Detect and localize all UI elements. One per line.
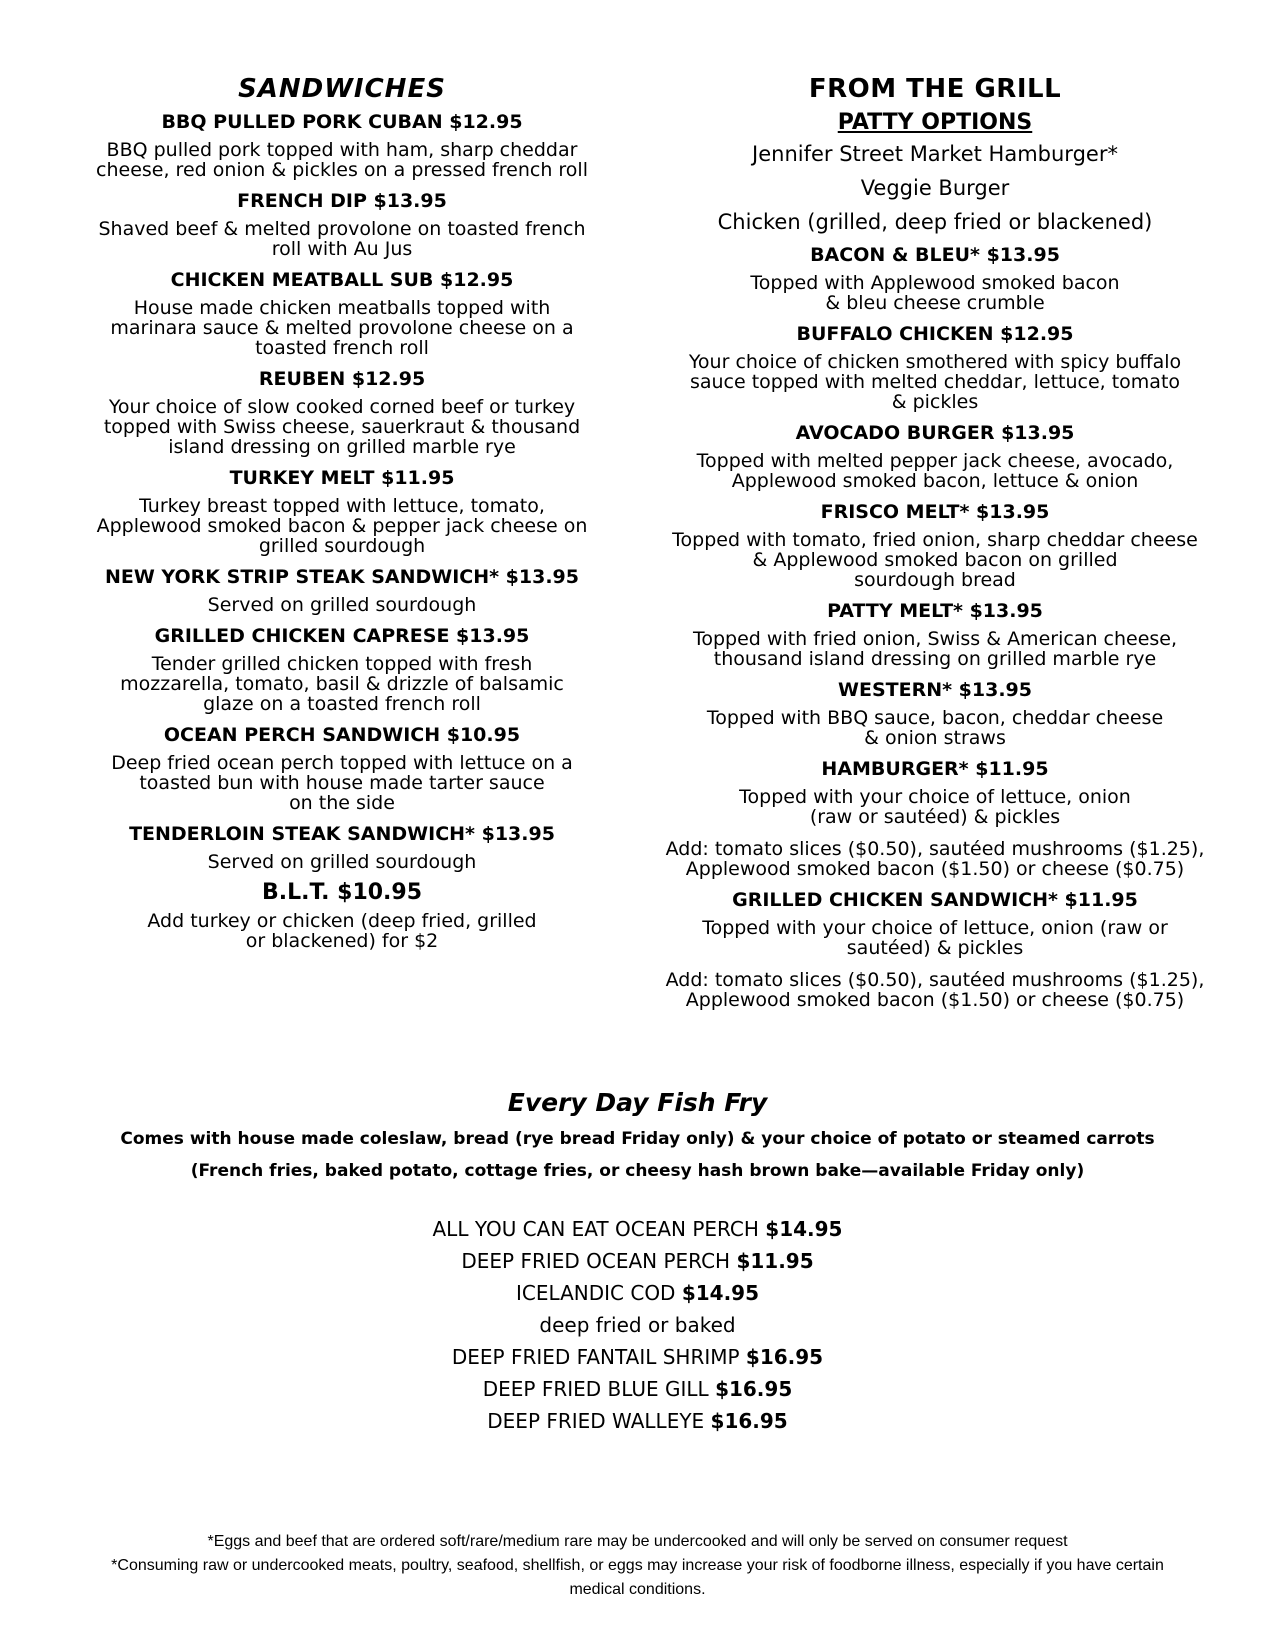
menu-item-title: BBQ PULLED PORK CUBAN $12.95 bbox=[161, 111, 523, 133]
fish-fry-item-name: ICELANDIC COD bbox=[515, 1281, 682, 1305]
menu-item bbox=[640, 322, 1230, 412]
menu-item bbox=[52, 881, 632, 951]
menu-item-description: Topped with melted pepper jack cheese, avocado, Applewood smoked bacon, lettuce & onion bbox=[696, 450, 1174, 492]
menu-item-description: Topped with tomato, fried onion, sharp cheddar cheese & Applewood smoked bacon on grilled sourdough bread bbox=[672, 529, 1198, 591]
patty-option: Chicken (grilled, deep fried or blackened) bbox=[717, 210, 1153, 234]
menu-item bbox=[640, 757, 1230, 879]
patty-options-heading: PATTY OPTIONS bbox=[837, 110, 1033, 135]
fish-fry-item bbox=[0, 1341, 1275, 1373]
menu-item-title: PATTY MELT* $13.95 bbox=[827, 600, 1043, 622]
disclaimer bbox=[0, 1530, 1275, 1602]
disclaimer-line: *Eggs and beef that are ordered soft/rare/medium rare may be undercooked and will only be served on consumer request bbox=[207, 1533, 1068, 1550]
menu-item-title: BUFFALO CHICKEN $12.95 bbox=[796, 323, 1074, 345]
menu-item-addons: Add: tomato slices ($0.50), sautéed mushrooms ($1.25), Applewood smoked bacon ($1.50) or cheese ($0.75) bbox=[665, 838, 1205, 880]
grill-list bbox=[640, 243, 1230, 1010]
menu-item-description: Served on grilled sourdough bbox=[207, 594, 477, 616]
patty-option: Veggie Burger bbox=[860, 176, 1010, 200]
menu-item-title: B.L.T. $10.95 bbox=[261, 880, 423, 905]
menu-item-title: GRILLED CHICKEN CAPRESE $13.95 bbox=[154, 625, 530, 647]
fish-fry-item-name: DEEP FRIED OCEAN PERCH bbox=[461, 1249, 737, 1273]
menu-item-title: REUBEN $12.95 bbox=[258, 368, 426, 390]
menu-item-title: FRISCO MELT* $13.95 bbox=[820, 501, 1050, 523]
menu-item-description: Topped with Applewood smoked bacon & bleu cheese crumble bbox=[750, 272, 1120, 314]
fish-fry-item-name: DEEP FRIED WALLEYE bbox=[487, 1409, 711, 1433]
disclaimer-line: medical conditions. bbox=[569, 1581, 706, 1598]
menu-item-title: NEW YORK STRIP STEAK SANDWICH* $13.95 bbox=[104, 566, 579, 588]
menu-item bbox=[640, 678, 1230, 748]
grill-title: FROM THE GRILL bbox=[808, 74, 1062, 104]
menu-item bbox=[52, 268, 632, 358]
fish-fry-item bbox=[0, 1213, 1275, 1245]
menu-item-addons: Add: tomato slices ($0.50), sautéed mushrooms ($1.25), Applewood smoked bacon ($1.50) or cheese ($0.75) bbox=[665, 969, 1205, 1011]
menu-item bbox=[640, 599, 1230, 669]
menu-item-description: Tender grilled chicken topped with fresh mozzarella, tomato, basil & drizzle of balsamic glaze on a toasted french roll bbox=[120, 653, 564, 715]
fish-fry-item bbox=[0, 1309, 1275, 1341]
fish-fry-subtitle: Comes with house made coleslaw, bread (rye bread Friday only) & your choice of potato or steamed carrots bbox=[120, 1129, 1155, 1149]
menu-item-description: Topped with your choice of lettuce, onion (raw or sautéed) & pickles bbox=[739, 786, 1131, 828]
menu-item bbox=[52, 189, 632, 259]
menu-item bbox=[640, 243, 1230, 313]
patty-option: Jennifer Street Market Hamburger* bbox=[752, 142, 1118, 166]
fish-fry-item-price: $16.95 bbox=[710, 1409, 788, 1433]
menu-item-description: Turkey breast topped with lettuce, tomato, Applewood smoked bacon & pepper jack cheese on grilled sourdough bbox=[96, 495, 588, 557]
menu-item-description: Topped with your choice of lettuce, onion (raw or sautéed) & pickles bbox=[702, 917, 1168, 959]
fish-fry-item-price: $11.95 bbox=[736, 1249, 814, 1273]
menu-item-title: TURKEY MELT $11.95 bbox=[229, 467, 455, 489]
menu-item bbox=[640, 888, 1230, 1010]
sandwich-list bbox=[52, 110, 632, 951]
menu-item bbox=[52, 624, 632, 714]
menu-item-title: FRENCH DIP $13.95 bbox=[237, 190, 447, 212]
fish-fry-item bbox=[0, 1405, 1275, 1437]
menu-item bbox=[52, 110, 632, 180]
menu-item-title: TENDERLOIN STEAK SANDWICH* $13.95 bbox=[129, 823, 555, 845]
menu-item bbox=[52, 565, 632, 615]
menu-item-description: Your choice of slow cooked corned beef or turkey topped with Swiss cheese, sauerkraut & thousand island dressing on grilled marble rye bbox=[103, 396, 581, 458]
menu-item-description: Your choice of chicken smothered with spicy buffalo sauce topped with melted cheddar, lettuce, tomato & pickles bbox=[688, 351, 1182, 413]
fish-fry-section bbox=[0, 1088, 1275, 1437]
fish-fry-item-name: DEEP FRIED FANTAIL SHRIMP bbox=[451, 1345, 746, 1369]
fish-fry-item-price: $16.95 bbox=[745, 1345, 824, 1369]
grill-section bbox=[640, 74, 1230, 1019]
fish-fry-item-name: deep fried or baked bbox=[539, 1313, 736, 1337]
menu-item-description: Shaved beef & melted provolone on toasted french roll with Au Jus bbox=[98, 218, 586, 260]
menu-item-title: WESTERN* $13.95 bbox=[838, 679, 1032, 701]
menu-item-title: BACON & BLEU* $13.95 bbox=[810, 244, 1060, 266]
menu-item-title: HAMBURGER* $11.95 bbox=[821, 758, 1049, 780]
menu-item-title: CHICKEN MEATBALL SUB $12.95 bbox=[170, 269, 514, 291]
sandwiches-section bbox=[52, 74, 632, 960]
menu-item-title: AVOCADO BURGER $13.95 bbox=[795, 422, 1075, 444]
menu-item-description: Topped with BBQ sauce, bacon, cheddar cheese & onion straws bbox=[706, 707, 1164, 749]
fish-fry-item-name: ALL YOU CAN EAT OCEAN PERCH bbox=[432, 1217, 766, 1241]
fish-fry-title: Every Day Fish Fry bbox=[507, 1088, 768, 1117]
menu-item-description: BBQ pulled pork topped with ham, sharp cheddar cheese, red onion & pickles on a pressed french roll bbox=[96, 139, 588, 181]
menu-item bbox=[52, 822, 632, 872]
fish-fry-item-name: DEEP FRIED BLUE GILL bbox=[482, 1377, 716, 1401]
fish-fry-item bbox=[0, 1277, 1275, 1309]
menu-item-title: OCEAN PERCH SANDWICH $10.95 bbox=[163, 724, 521, 746]
menu-item-description: Deep fried ocean perch topped with lettuce on a toasted bun with house made tarter sauce on the side bbox=[111, 752, 573, 814]
fish-fry-item-price: $14.95 bbox=[681, 1281, 760, 1305]
sandwiches-title: SANDWICHES bbox=[238, 74, 446, 104]
fish-fry-item bbox=[0, 1373, 1275, 1405]
menu-item bbox=[52, 367, 632, 457]
fish-fry-item-price: $14.95 bbox=[765, 1217, 843, 1241]
menu-item-description: House made chicken meatballs topped with marinara sauce & melted provolone cheese on a toasted french roll bbox=[110, 297, 574, 359]
disclaimer-line: *Consuming raw or undercooked meats, poultry, seafood, shellfish, or eggs may increase your risk of foodborne illness, especially if you have certain bbox=[111, 1557, 1164, 1574]
menu-item bbox=[640, 500, 1230, 590]
menu-item-description: Add turkey or chicken (deep fried, grilled or blackened) for $2 bbox=[147, 910, 537, 952]
fish-fry-item bbox=[0, 1245, 1275, 1277]
fish-fry-sides-note: (French fries, baked potato, cottage fries, or cheesy hash brown bake—available Friday only) bbox=[190, 1161, 1085, 1181]
fish-fry-list bbox=[0, 1213, 1275, 1437]
fish-fry-item-price: $16.95 bbox=[715, 1377, 793, 1401]
menu-item-description: Served on grilled sourdough bbox=[207, 851, 477, 873]
menu-item bbox=[52, 723, 632, 813]
menu-item-description: Topped with fried onion, Swiss & American cheese, thousand island dressing on grilled marble rye bbox=[692, 628, 1178, 670]
menu-item bbox=[640, 421, 1230, 491]
menu-item bbox=[52, 466, 632, 556]
menu-item-title: GRILLED CHICKEN SANDWICH* $11.95 bbox=[732, 889, 1138, 911]
